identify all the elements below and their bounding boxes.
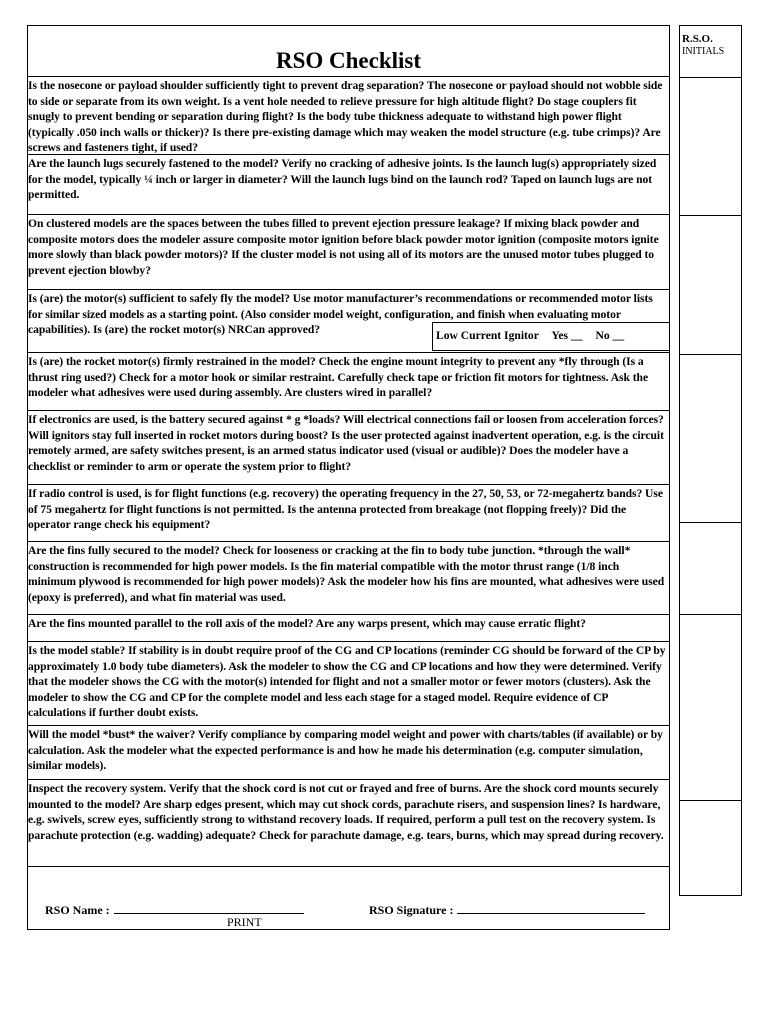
rso-name-label: RSO Name : (45, 903, 110, 917)
checklist-item-launch-lugs: Are the launch lugs securely fastened to the model? Verify no cracking of adhesive joints. Is the launch lug(s) appropriately sized for the model, typically ¼ inch or larger in diameter? Will the launch lugs bind on the launch rod? Taped on launch lugs are not permitted. (27, 154, 670, 214)
ignitor-yes[interactable]: Yes __ (551, 329, 583, 342)
initials-divider (680, 522, 741, 523)
checklist-item-motors: Is (are) the motor(s) sufficient to safely fly the model? Use motor manufacturer’s recommendations or recommended motor lists for similar sized models as a starting point. (Also consider model weight, configuration, and finish when evaluating motor capabilities). Is (are) the rocket motor(s) NRCan approved? (27, 289, 670, 352)
rso-signature-field[interactable] (369, 903, 645, 918)
initials-divider (680, 215, 741, 216)
checklist-item-recovery: Inspect the recovery system. Verify that the shock cord is not cut or frayed and free of burns. Are the shock cord mounts securely mounted to the model? Are sharp edges present, which may cut shock cords, parachute risers, and suspension lines? Is hardware, e.g. swivels, screw eyes, sufficiently strong to withstand recovery loads. If required, perform a pull test on the recovery system. Is parachute protection (e.g. wadding) adequate? Check for parachute damage, e.g. tears, burns, which may spread during recovery. (27, 779, 670, 866)
rso-name-field[interactable] (45, 903, 304, 918)
print-label: PRINT (227, 915, 262, 929)
initials-divider (680, 614, 741, 615)
initials-column (679, 77, 742, 896)
checklist-item-electronics: If electronics are used, is the battery secured against * g *loads? Will electrical connections fail or loosen from acceleration forces? Will ignitors stay full inserted in rocket motors during boost? Is the user protected against inadvertent operation, e.g. is the circuit remotely armed, are safety switches present, is an armed status indicator used (visual or audible)? Does the modeler have a checklist or reminder to arm or operate the system prior to flight? (27, 410, 670, 484)
rso-signature-line[interactable] (457, 903, 645, 914)
initials-divider (680, 354, 741, 355)
checklist-item-fins: Are the fins fully secured to the model? Check for looseness or cracking at the fin to body tube junction. *through the wall* construction is recommended for high power models. Is the fin material compatible with the motor thrust range (1/8 inch minimum plywood is recommended for high power models)? Ask the modeler how his fins are mounted, what adhesives were used (epoxy is preferred), and what fin material was used. (27, 541, 670, 614)
ignitor-box (432, 322, 670, 351)
rso-initials-header (679, 25, 742, 78)
ignitor-label: Low Current Ignitor (436, 329, 539, 342)
page-title: RSO Checklist (275, 48, 422, 73)
checklist-item-radio-control: If radio control is used, is for flight functions (e.g. recovery) the operating frequency in the 27, 50, 53, or 72-megahertz bands? Use of 75 megahertz for flight functions is not permitted. Is the antenna protected from breakage (not flopping freely)? Did the operator range check his equipment? (27, 484, 670, 541)
checklist-item-nosecone: Is the nosecone or payload shoulder sufficiently tight to prevent drag separation? The nosecone or payload should not wobble side to side or separate from its own weight. Is a vent hole needed to relieve pressure for high altitude flight? Do stage couplers fit snugly to prevent bending or separation during flight? Is the body tube thickness adequate to withstand high power flight (typically .050 inch walls or thicker)? Is there pre-existing damage which may weaken the model structure (e.g. tube crimps)? Are screws and fasteners tight, if used? (27, 76, 670, 154)
initials-label: INITIALS (682, 46, 725, 57)
checklist-item-waiver: Will the model *bust* the waiver? Verify compliance by comparing model weight and power with charts/tables (if available) or by calculation. Ask the modeler what the expected performance is and how he made his determination (e.g. computer simulation, similar models). (27, 725, 670, 779)
signature-row (27, 866, 670, 930)
checklist-item-fin-alignment: Are the fins mounted parallel to the roll axis of the model? Are any warps present, which may cause erratic flight? (27, 614, 670, 641)
checklist-item-motor-restraint: Is (are) the rocket motor(s) firmly restrained in the model? Check the engine mount integrity to prevent any *fly through (Is a thrust ring used?) Check for a motor hook or similar restraint. Carefully check tape or friction fit motors for tightness. Ask the modeler what adhesives were used during assembly. Are clusters wired in parallel? (27, 352, 670, 410)
checklist-item-stability: Is the model stable? If stability is in doubt require proof of the CG and CP locations (reminder CG should be forward of the CP by approximately 1.0 body tube diameters). Ask the modeler to show the CG and CP locations and how they were determined. Verify that the modeler shows the CG with the motor(s) intended for flight and not a smaller motor or fewer motors (clusters). Ask the modeler to show the CG and CP for the complete model and less each stage for a staged model. Require evidence of CP calculations if further doubt exists. (27, 641, 670, 725)
rso-signature-label: RSO Signature : (369, 903, 454, 917)
ignitor-no[interactable]: No __ (595, 329, 625, 342)
checklist-item-clusters: On clustered models are the spaces between the tubes filled to prevent ejection pressure leakage? If mixing black powder and composite motors does the modeler assure composite motor ignition before black powder motor ignition (composite motors ignite more slowly than black powder motors)? If the cluster model is not using all of its motors are the unused motor tubes plugged to prevent ejection blowby? (27, 214, 670, 289)
initials-divider (680, 800, 741, 801)
rso-name-line[interactable] (114, 903, 304, 914)
rso-label: R.S.O. (682, 33, 713, 45)
